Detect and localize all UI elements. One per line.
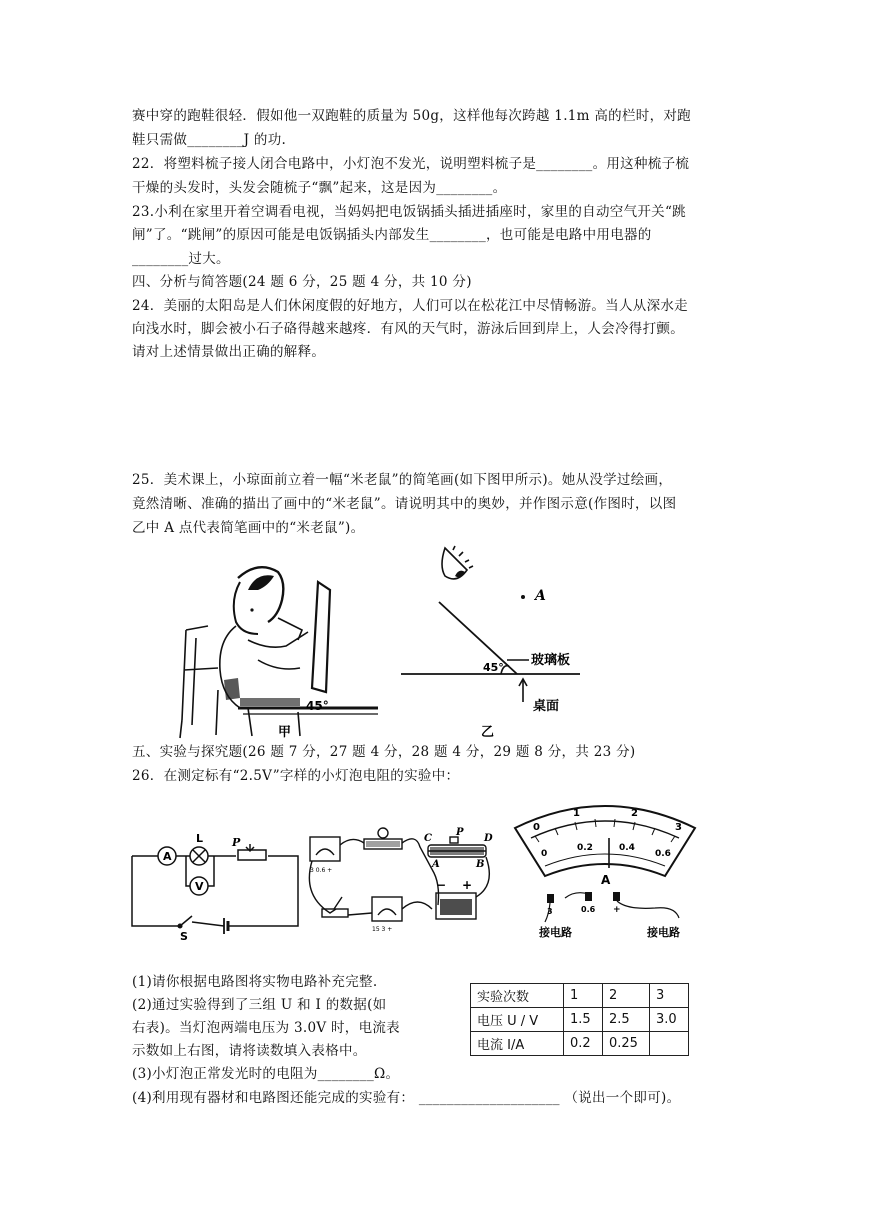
text-line: 赛中穿的跑鞋很轻．假如他一双跑鞋的质量为 50g，这样他每次跨越 1.1m 高的栏时，对跑 [132, 108, 691, 124]
question-23: 23.小利在家里开着空调看电视，当妈妈把电饭锅插头插进插座时，家里的自动空气开关“跳 [132, 204, 686, 220]
meter-tick-bottom-2: 0.4 [619, 843, 635, 853]
jia-label: 甲 [278, 725, 292, 740]
ammeter-terminals: 3 0.6 + [310, 867, 333, 874]
text-line: 乙中 A 点代表简笔画中的“米老鼠”)。 [132, 520, 365, 536]
table-cell: 0.25 [603, 1032, 650, 1056]
question-25: 25．美术课上，小琼面前立着一幅“米老鼠”的简笔画(如下图甲所示)。她从没学过绘画， [132, 472, 673, 488]
table-header-cell: 实验次数 [471, 984, 564, 1008]
question-26-1: (1)请你根据电路图将实物电路补充完整. [132, 974, 378, 990]
real-circuit-diagram [300, 825, 505, 940]
voltmeter-symbol: V [195, 880, 204, 893]
yi-angle-label: 45° [483, 661, 504, 674]
text-line: 请对上述情景做出正确的解释。 [132, 344, 326, 360]
figure-jia [178, 560, 378, 740]
circuit-diagram [128, 830, 303, 940]
connect-left-label: 接电路 [539, 926, 572, 939]
table-row [471, 1032, 689, 1056]
rheostat-c-label: C [424, 833, 432, 844]
table-cell: 0.2 [564, 1032, 603, 1056]
text-line: 竟然清晰、准确的描出了画中的“米老鼠”。请说明其中的奥妙，并作图示意(作图时，以图 [132, 496, 677, 512]
ammeter-dial [505, 790, 705, 940]
battery-plus-label: + [462, 878, 473, 892]
question-24: 24．美丽的太阳岛是人们休闲度假的好地方，人们可以在松花江中尽情畅游。当人从深水走 [132, 298, 688, 314]
switch-label: S [180, 930, 188, 940]
figure-yi [395, 540, 595, 740]
text-line: 示数如上右图，请将读数填入表格中。 [132, 1043, 367, 1059]
table-header-cell: 电流 I/A [471, 1032, 564, 1056]
rheostat-b-label: B [476, 859, 485, 870]
question-26: 26．在测定标有“2.5V”字样的小灯泡电阻的实验中： [132, 768, 460, 784]
rheostat-p-label: P [456, 827, 464, 838]
lamp-label: L [196, 832, 204, 845]
meter-unit: A [601, 873, 611, 887]
point-a-label: A [535, 588, 546, 604]
meter-tick-top-1: 1 [573, 808, 580, 819]
text-line: ________过大。 [132, 251, 230, 267]
yi-label: 乙 [481, 725, 495, 740]
glass-label: 玻璃板 [531, 653, 571, 668]
table-cell: 3.0 [650, 1008, 689, 1032]
meter-tick-bottom-0: 0 [541, 849, 548, 859]
ammeter-symbol: A [163, 850, 172, 863]
table-cell: 1 [564, 984, 603, 1008]
terminal-06-label: 0.6 [581, 905, 596, 914]
table-cell: 2 [603, 984, 650, 1008]
rheostat-d-label: D [484, 833, 493, 844]
text-line: 干燥的头发时，头发会随梳子“飘”起来，这是因为________。 [132, 180, 507, 196]
battery-minus-label: − [436, 878, 447, 892]
table-row [471, 1008, 689, 1032]
text-line: 鞋只需做________J 的功. [132, 132, 287, 148]
table-cell: 3 [650, 984, 689, 1008]
rheostat-label: P [232, 836, 241, 849]
table-answer-cell[interactable] [650, 1032, 689, 1056]
table-cell: 2.5 [603, 1008, 650, 1032]
table-header-cell: 电压 U / V [471, 1008, 564, 1032]
meter-tick-top-0: 0 [533, 822, 540, 833]
meter-tick-bottom-1: 0.2 [577, 843, 593, 853]
table-cell: 1.5 [564, 1008, 603, 1032]
table-label: 桌面 [533, 699, 560, 714]
question-22: 22．将塑料梳子接人闭合电路中，小灯泡不发光，说明塑料梳子是________。用这种梳子梳 [132, 156, 690, 172]
meter-tick-top-3: 3 [675, 822, 682, 833]
terminal-3-label: 3 [547, 907, 553, 916]
rheostat-a-label: A [432, 859, 440, 870]
meter-tick-bottom-3: 0.6 [655, 849, 671, 859]
text-line: 闸”了。“跳闸”的原因可能是电饭锅插头内部发生________，也可能是电路中用电器的 [132, 227, 652, 243]
text-line: 右表)。当灯泡两端电压为 3.0V 时，电流表 [132, 1020, 400, 1036]
jia-angle-label: 45° [306, 699, 329, 713]
section-4-heading: 四、分析与简答题(24 题 6 分，25 题 4 分，共 10 分) [132, 274, 472, 290]
connect-right-label: 接电路 [647, 926, 680, 939]
question-26-3: (3)小灯泡正常发光时的电阻为________Ω。 [132, 1066, 400, 1082]
voltmeter-terminals: 15 3 + [372, 926, 393, 933]
terminal-plus-label: + [613, 905, 621, 915]
section-5-heading: 五、实验与探究题(26 题 7 分，27 题 4 分，28 题 4 分，29 题 8 分，共 23 分) [132, 744, 636, 760]
data-table [470, 983, 689, 1056]
question-26-4: (4)利用现有器材和电路图还能完成的实验有： ____________________ （说出一个即可)。 [132, 1090, 681, 1106]
text-line: 向浅水时，脚会被小石子硌得越来越疼．有风的天气时，游泳后回到岸上，人会冷得打颤。 [132, 321, 684, 337]
meter-tick-top-2: 2 [631, 808, 638, 819]
question-26-2: (2)通过实验得到了三组 U 和 I 的数据(如 [132, 997, 387, 1013]
table-row [471, 984, 689, 1008]
